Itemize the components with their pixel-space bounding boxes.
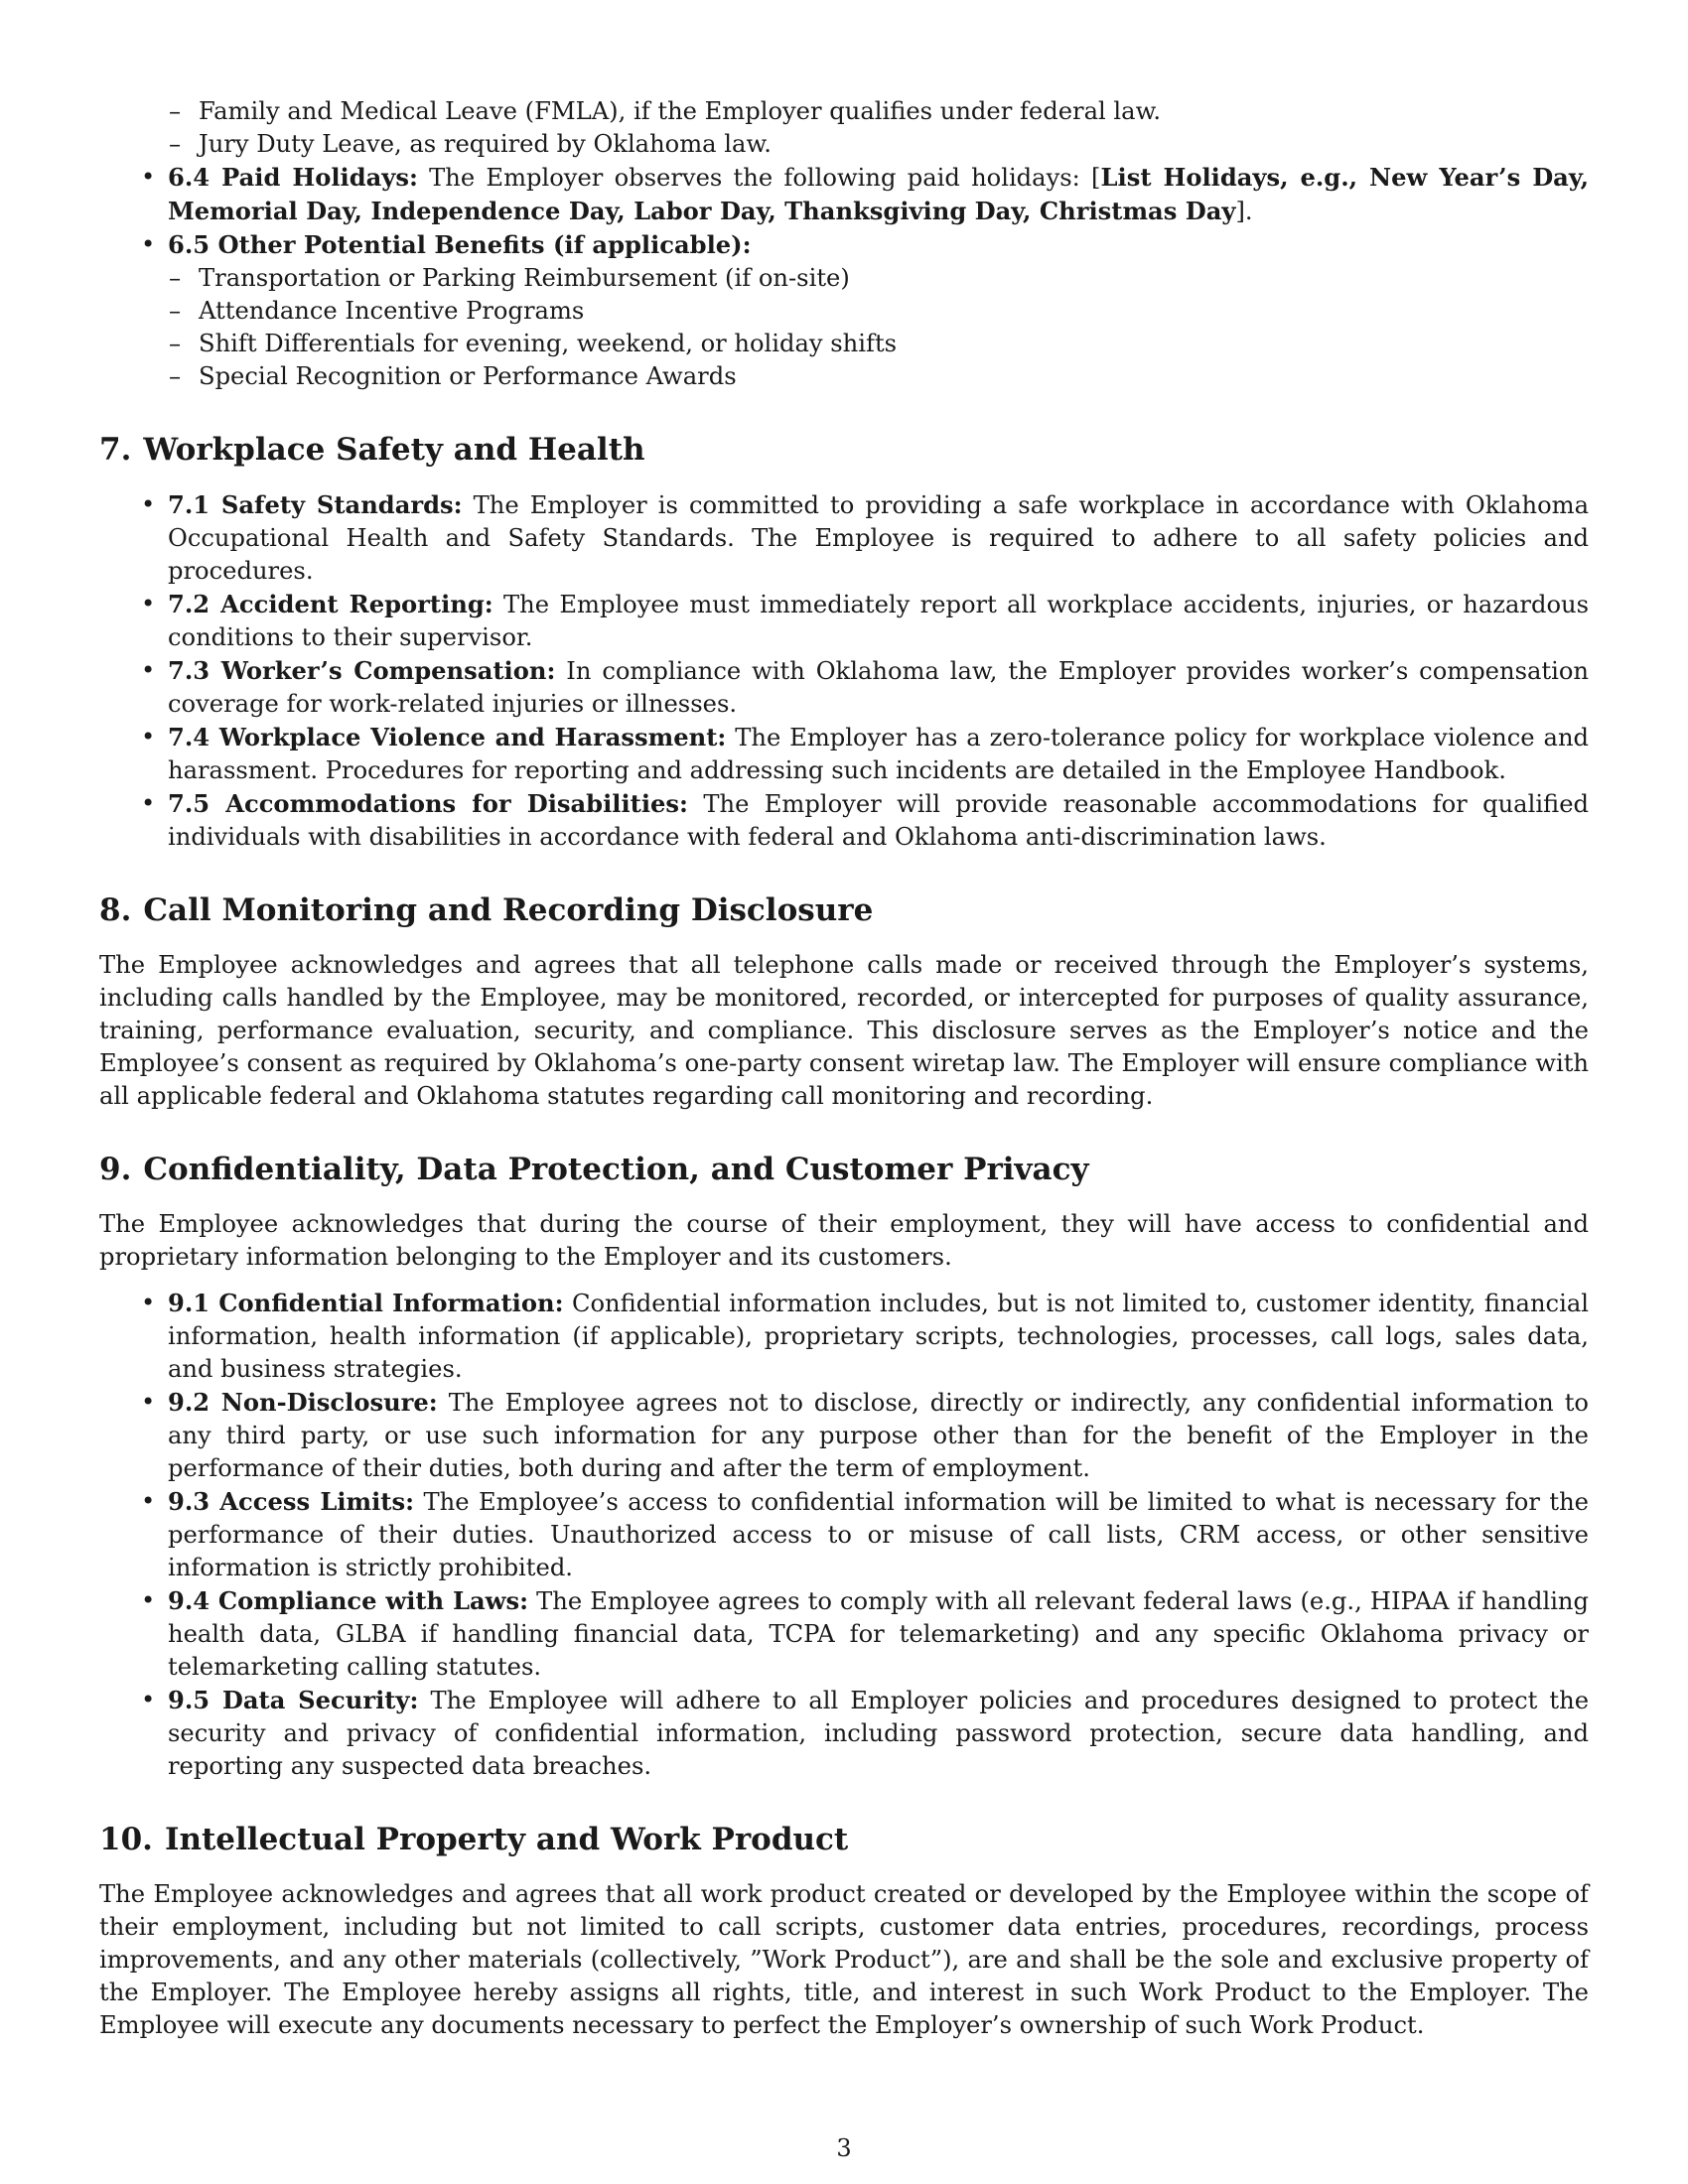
list-item: • 7.3 Worker’s Compensation: In compliance with Oklahoma law, the Employer provides worker’s compensation coverage for work-related injuries or illnesses. xyxy=(168,654,1589,721)
list-item: • 7.2 Accident Reporting: The Employee must immediately report all workplace accidents, injuries, or hazardous conditions to their supervisor. xyxy=(168,588,1589,654)
paragraph: The Employee acknowledges that during the course of their employment, they will have access to confidential and proprietary information belonging to the Employer and its customers. xyxy=(99,1210,1589,1271)
holiday-list: List Holidays, e.g., New Year’s Day, Memorial Day, Independence Day, Labor Day, Thanksgiving Day, Christmas Day xyxy=(168,163,1589,225)
paragraph: The Employee acknowledges and agrees that all work product created or developed by the Employee within the scope of their employment, including but not limited to call scripts, customer data entries, procedures, recordings, process improvements, and any other materials (collectively, ”Work Product”), are and shall be the sole and exclusive property of the Employer. The Employee hereby assigns all rights, title, and interest in such Work Product to the Employer. The Employee will execute any documents necessary to perfect the Employer’s ownership of such Work Product. xyxy=(99,1880,1589,2039)
section-heading: 10. Intellectual Property and Work Product xyxy=(99,1822,849,1857)
list-item xyxy=(168,161,1589,228)
list-item: • 9.1 Confidential Information: Confidential information includes, but is not limited to, customer identity, financial information, health information (if applicable), proprietary scripts, technologies, processes, call logs, sales data, and business strategies. xyxy=(168,1287,1589,1386)
benefits-list xyxy=(99,161,1589,393)
list-item: • 7.1 Safety Standards: The Employer is committed to providing a safe workplace in accordance with Oklahoma Occupational Health and Safety Standards. The Employee is required to adhere to all safety policies and procedures. xyxy=(168,488,1589,588)
page-number: 3 xyxy=(836,2134,852,2162)
other-benefits-sublist xyxy=(168,262,1589,393)
item-text: The Employer observes the following paid holidays: [ xyxy=(417,164,1101,192)
leave-sublist xyxy=(99,95,1589,161)
list-item: – Transportation or Parking Reimbursement (if on-site) xyxy=(199,262,1589,295)
item-lead: 6.4 Paid Holidays: xyxy=(168,163,418,192)
list-item: • 7.5 Accommodations for Disabilities: The Employer will provide reasonable accommodations for qualified individuals with disabilities in accordance with federal and Oklahoma anti-discrimination laws. xyxy=(168,787,1589,854)
list-item: – Shift Differentials for evening, weekend, or holiday shifts xyxy=(199,328,1589,360)
list-item: • 7.4 Workplace Violence and Harassment: The Employer has a zero-tolerance policy for workplace violence and harassment. Procedures for reporting and addressing such incidents are detailed in the Employee Handbook. xyxy=(168,721,1589,787)
paragraph: The Employee acknowledges and agrees that all telephone calls made or received through the Employer’s systems, including calls handled by the Employee, may be monitored, recorded, or intercepted for purposes of quality assurance, training, performance evaluation, security, and compliance. This disclosure serves as the Employer’s notice and the Employee’s consent as required by Oklahoma’s one-party consent wiretap law. The Employer will ensure compliance with all applicable federal and Oklahoma statutes regarding call monitoring and recording. xyxy=(99,951,1589,1110)
list-item xyxy=(168,228,1589,393)
list-item: – Special Recognition or Performance Awards xyxy=(199,360,1589,393)
list-item: • 9.5 Data Security: The Employee will adhere to all Employer policies and procedures designed to protect the security and privacy of confidential information, including password protection, secure data handling, and reporting any suspected data breaches. xyxy=(168,1684,1589,1783)
list-item: – Family and Medical Leave (FMLA), if the Employer qualifies under federal law. xyxy=(199,95,1589,128)
list-item: • 9.4 Compliance with Laws: The Employee agrees to comply with all relevant federal laws (e.g., HIPAA if handling health data, GLBA if handling financial data, TCPA for telemarketing) and any specific Oklahoma privacy or telemarketing calling statutes. xyxy=(168,1584,1589,1684)
section-title: Confidentiality, Data Protection, and Customer Privacy xyxy=(143,1152,1089,1187)
section-heading: 9. Confidentiality, Data Protection, and Customer Privacy xyxy=(99,1152,1089,1187)
section-heading: 7. Workplace Safety and Health xyxy=(99,432,645,468)
item-text: ]. xyxy=(1235,198,1253,225)
section-heading: 8. Call Monitoring and Recording Disclosure xyxy=(99,892,874,928)
confidentiality-list xyxy=(99,1287,1589,1783)
section-title: Call Monitoring and Recording Disclosure xyxy=(143,892,874,928)
section-title: Intellectual Property and Work Product xyxy=(164,1822,849,1857)
document-page xyxy=(99,95,1589,2055)
list-item: • 9.3 Access Limits: The Employee’s access to confidential information will be limited to what is necessary for the performance of their duties. Unauthorized access to or misuse of call lists, CRM access, or other sensitive information is strictly prohibited. xyxy=(168,1485,1589,1584)
list-item: • 9.2 Non-Disclosure: The Employee agrees not to disclose, directly or indirectly, any confidential information to any third party, or use such information for any purpose other than for the benefit of the Employer in the performance of their duties, both during and after the term of employment. xyxy=(168,1386,1589,1485)
section-title: Workplace Safety and Health xyxy=(143,432,645,468)
item-lead: 6.5 Other Potential Benefits (if applicable): xyxy=(168,230,752,259)
list-item: – Attendance Incentive Programs xyxy=(199,295,1589,328)
list-item: – Jury Duty Leave, as required by Oklahoma law. xyxy=(199,128,1589,161)
safety-list xyxy=(99,488,1589,854)
